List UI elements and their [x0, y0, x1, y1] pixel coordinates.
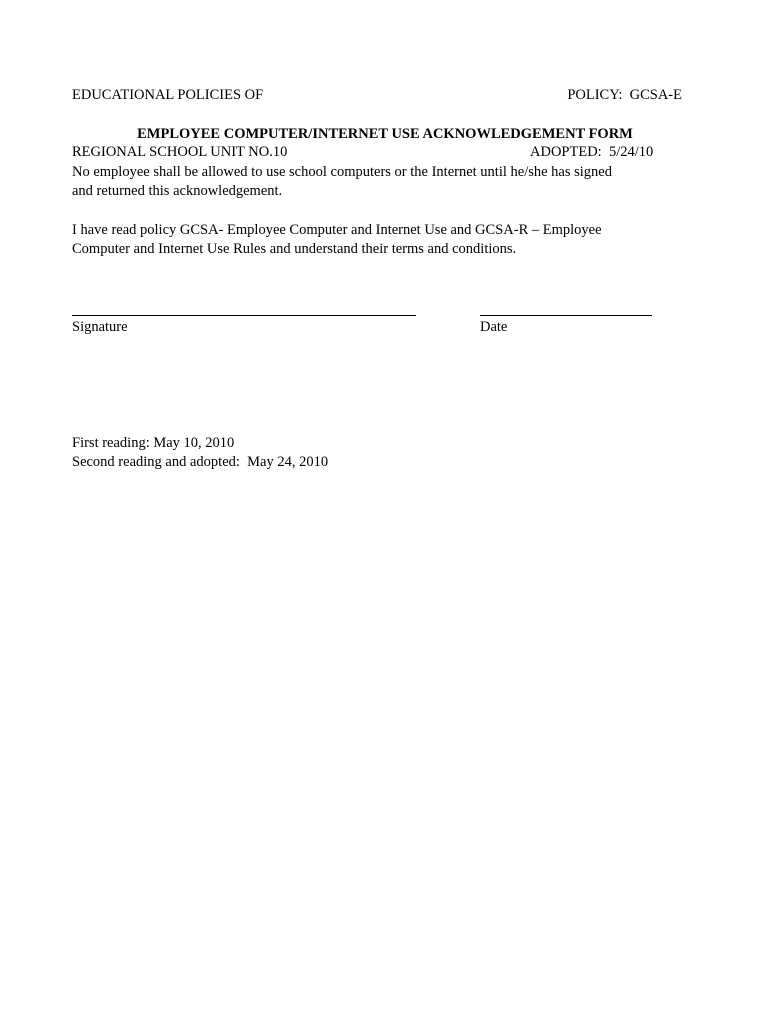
- form-title: EMPLOYEE COMPUTER/INTERNET USE ACKNOWLEDGEMENT FORM: [137, 126, 633, 142]
- paragraph-requirement-line2: and returned this acknowledgement.: [72, 183, 283, 199]
- signature-field[interactable]: [72, 299, 416, 337]
- paragraph-acknowledgement: [72, 221, 692, 259]
- paragraph-acknowledgement-line2: Computer and Internet Use Rules and understand their terms and conditions.: [72, 241, 517, 257]
- first-reading-text: First reading: May 10, 2010: [72, 435, 235, 451]
- header-adopted-date: ADOPTED: 5/24/10: [530, 144, 654, 160]
- date-line[interactable]: [480, 299, 652, 316]
- paragraph-requirement: [72, 163, 692, 201]
- header-district-line2: REGIONAL SCHOOL UNIT NO.10: [72, 144, 288, 160]
- second-reading-text: Second reading and adopted: May 24, 2010: [72, 454, 329, 470]
- reading-history: [72, 434, 692, 472]
- header-policy-code: POLICY: GCSA-E: [567, 87, 682, 103]
- date-field[interactable]: [480, 299, 652, 337]
- header-district-line1: EDUCATIONAL POLICIES OF: [72, 87, 264, 103]
- date-label: Date: [480, 319, 508, 335]
- paragraph-requirement-line1: No employee shall be allowed to use school computers or the Internet until he/she has signed: [72, 164, 612, 180]
- signature-label: Signature: [72, 319, 128, 335]
- signature-line[interactable]: [72, 299, 416, 316]
- paragraph-acknowledgement-line1: I have read policy GCSA- Employee Computer and Internet Use and GCSA-R – Employee: [72, 222, 602, 238]
